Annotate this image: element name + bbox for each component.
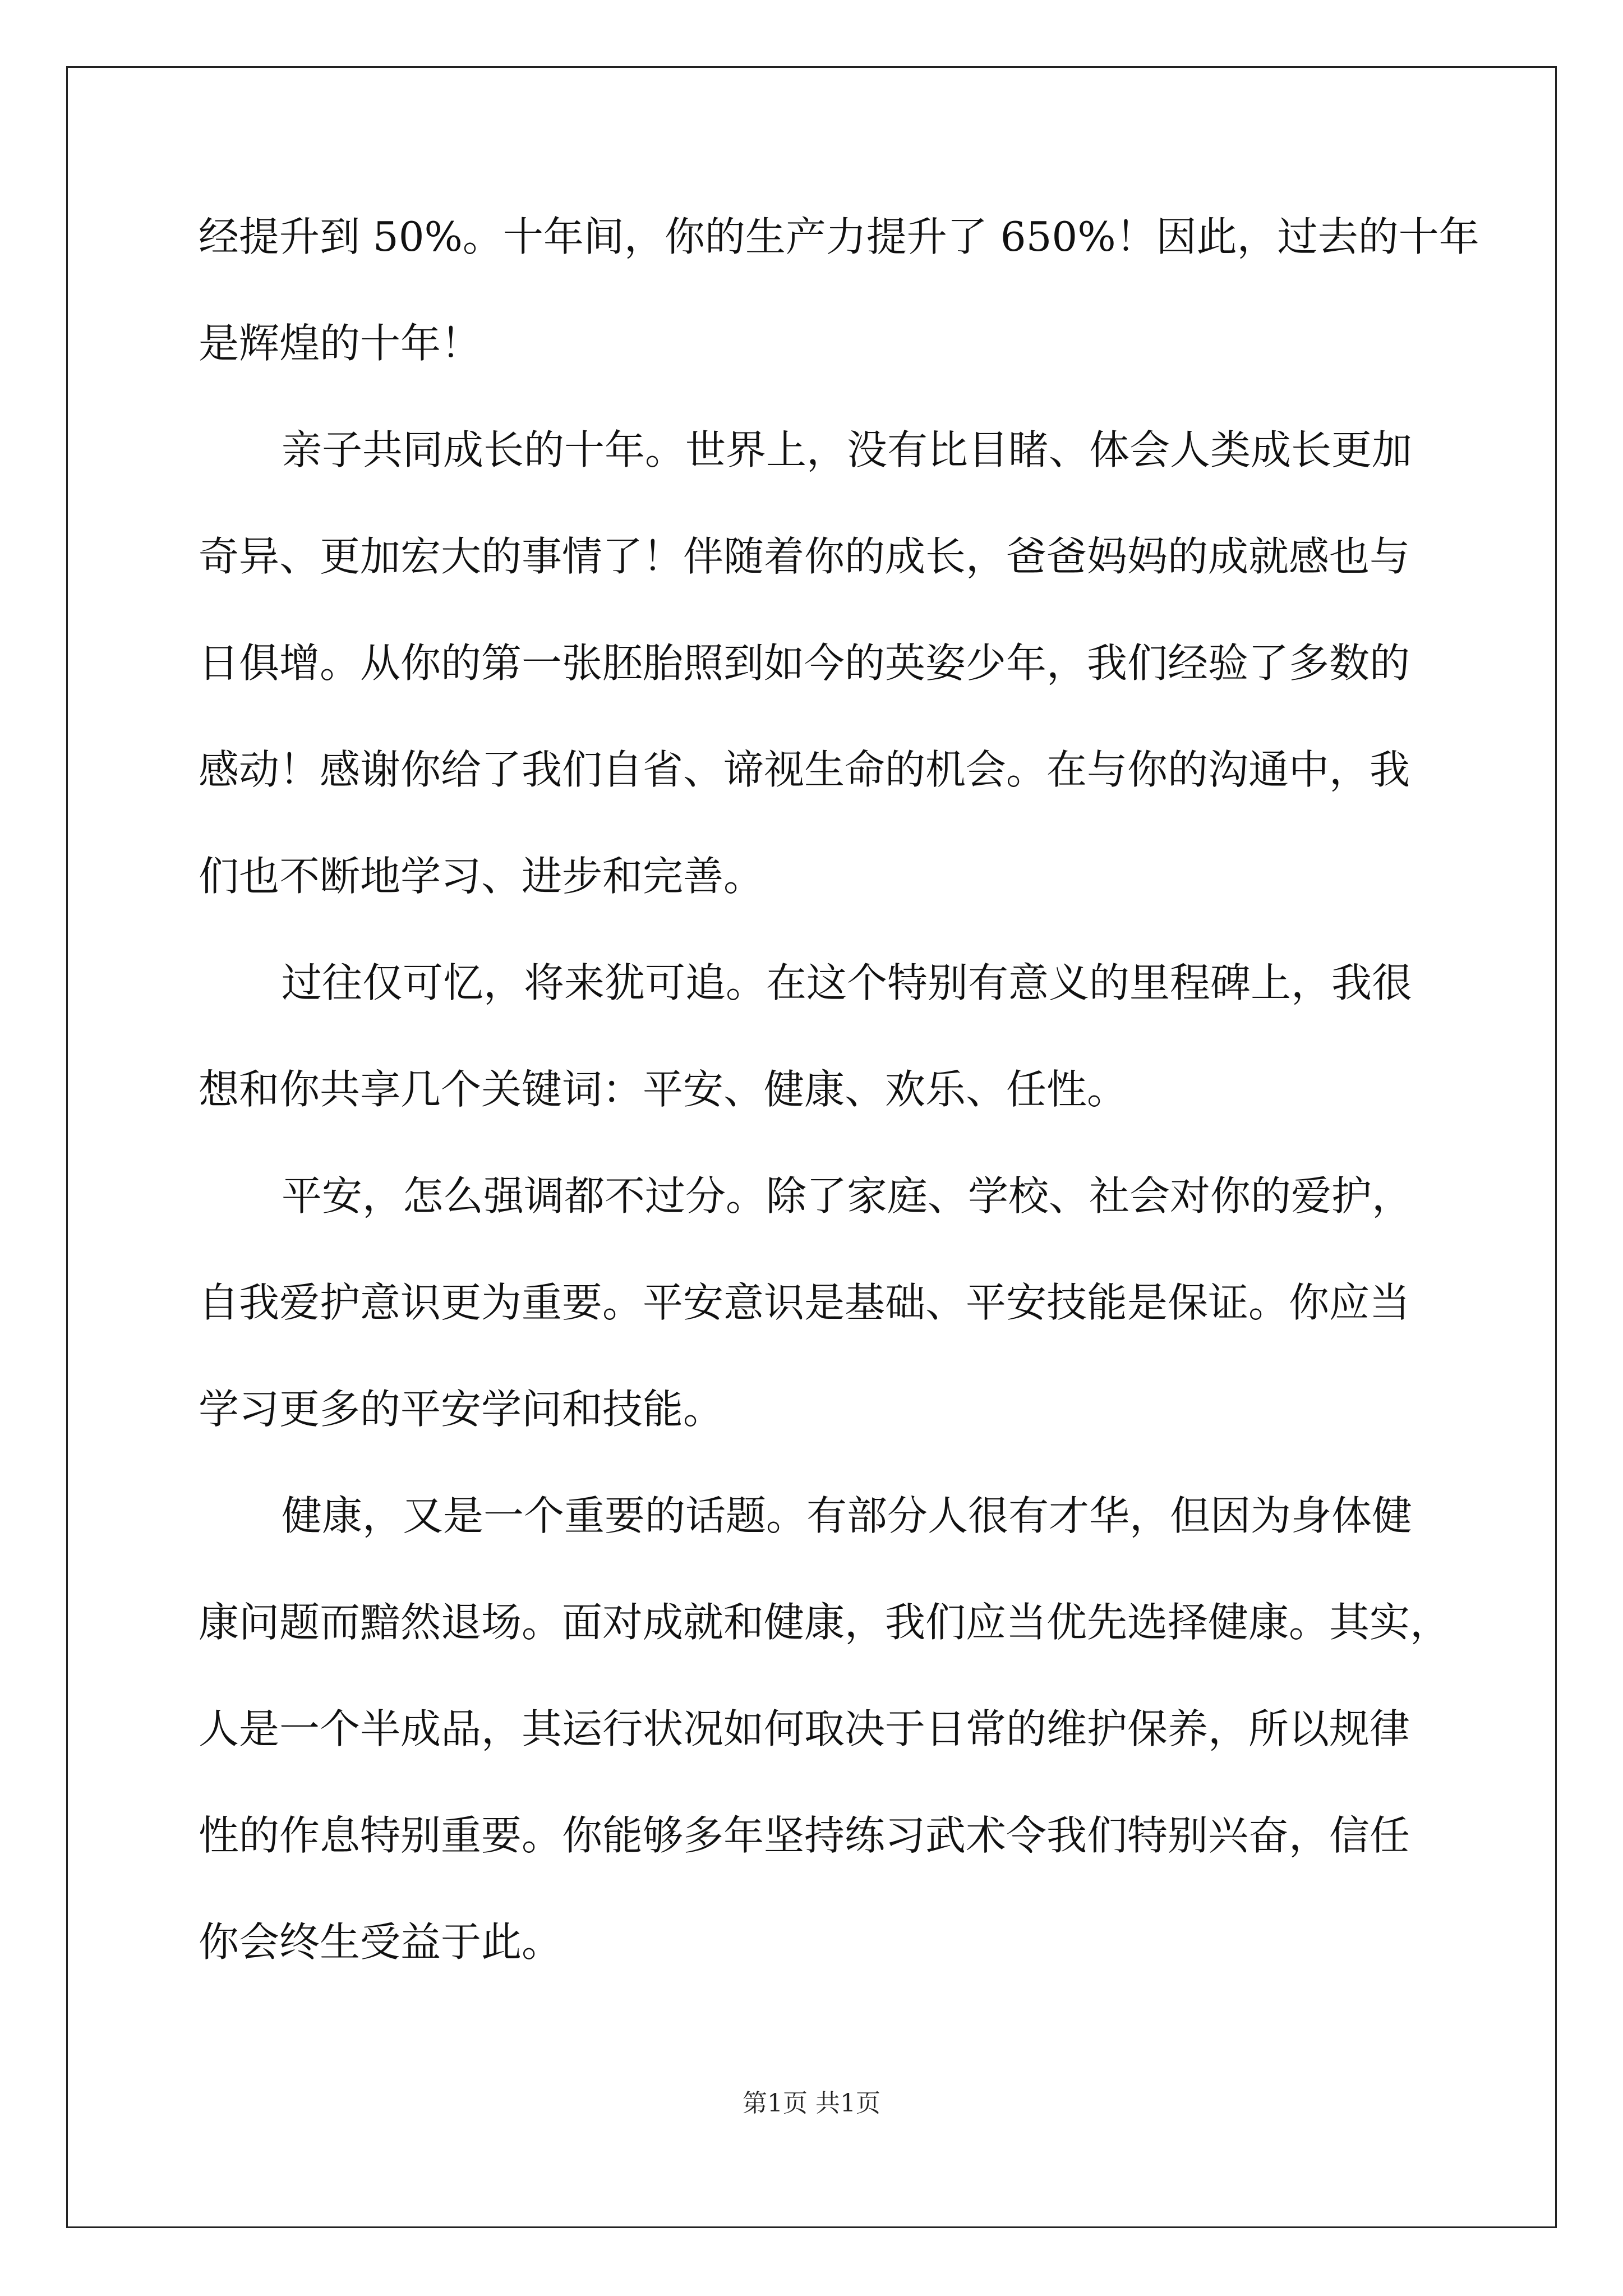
- page-border: [66, 66, 1557, 2228]
- text-line: 康问题而黯然退场。面对成就和健康，我们应当优先选择健康。其实，: [199, 1599, 1451, 1646]
- paragraph-start-line: 平安，怎么强调都不过分。除了家庭、学校、社会对你的爱护，: [282, 1172, 1413, 1220]
- text-line: 学习更多的平安学问和技能。: [199, 1386, 724, 1433]
- text-line: 日俱增。从你的第一张胚胎照到如今的英姿少年，我们经验了多数的: [199, 639, 1410, 687]
- page-footer: 第1页 共1页: [743, 2089, 880, 2118]
- text-line: 人是一个半成品，其运行状况如何取决于日常的维护保养，所以规律: [199, 1705, 1410, 1752]
- paragraph-start-line: 过往仅可忆，将来犹可追。在这个特别有意义的里程碑上，我很: [282, 959, 1413, 1006]
- text-line: 性的作息特别重要。你能够多年坚持练习武术令我们特别兴奋，信任: [199, 1812, 1410, 1859]
- text-line: 感动！感谢你给了我们自省、谛视生命的机会。在与你的沟通中，我: [199, 746, 1410, 793]
- text-line: 经提升到 50%。十年间，你的生产力提升了 650%！因此，过去的十年: [199, 213, 1479, 260]
- text-line: 自我爱护意识更为重要。平安意识是基础、平安技能是保证。你应当: [199, 1279, 1410, 1326]
- text-line: 想和你共享几个关键词：平安、健康、欢乐、任性。: [199, 1066, 1128, 1113]
- text-line: 你会终生受益于此。: [199, 1918, 562, 1966]
- text-line: 们也不断地学习、进步和完善。: [199, 853, 764, 900]
- paragraph-start-line: 健康，又是一个重要的话题。有部分人很有才华，但因为身体健: [282, 1492, 1413, 1539]
- text-line: 奇异、更加宏大的事情了！伴随着你的成长，爸爸妈妈的成就感也与: [199, 533, 1410, 580]
- paragraph-start-line: 亲子共同成长的十年。世界上，没有比目睹、体会人类成长更加: [282, 426, 1413, 473]
- text-line: 是辉煌的十年！: [199, 320, 482, 367]
